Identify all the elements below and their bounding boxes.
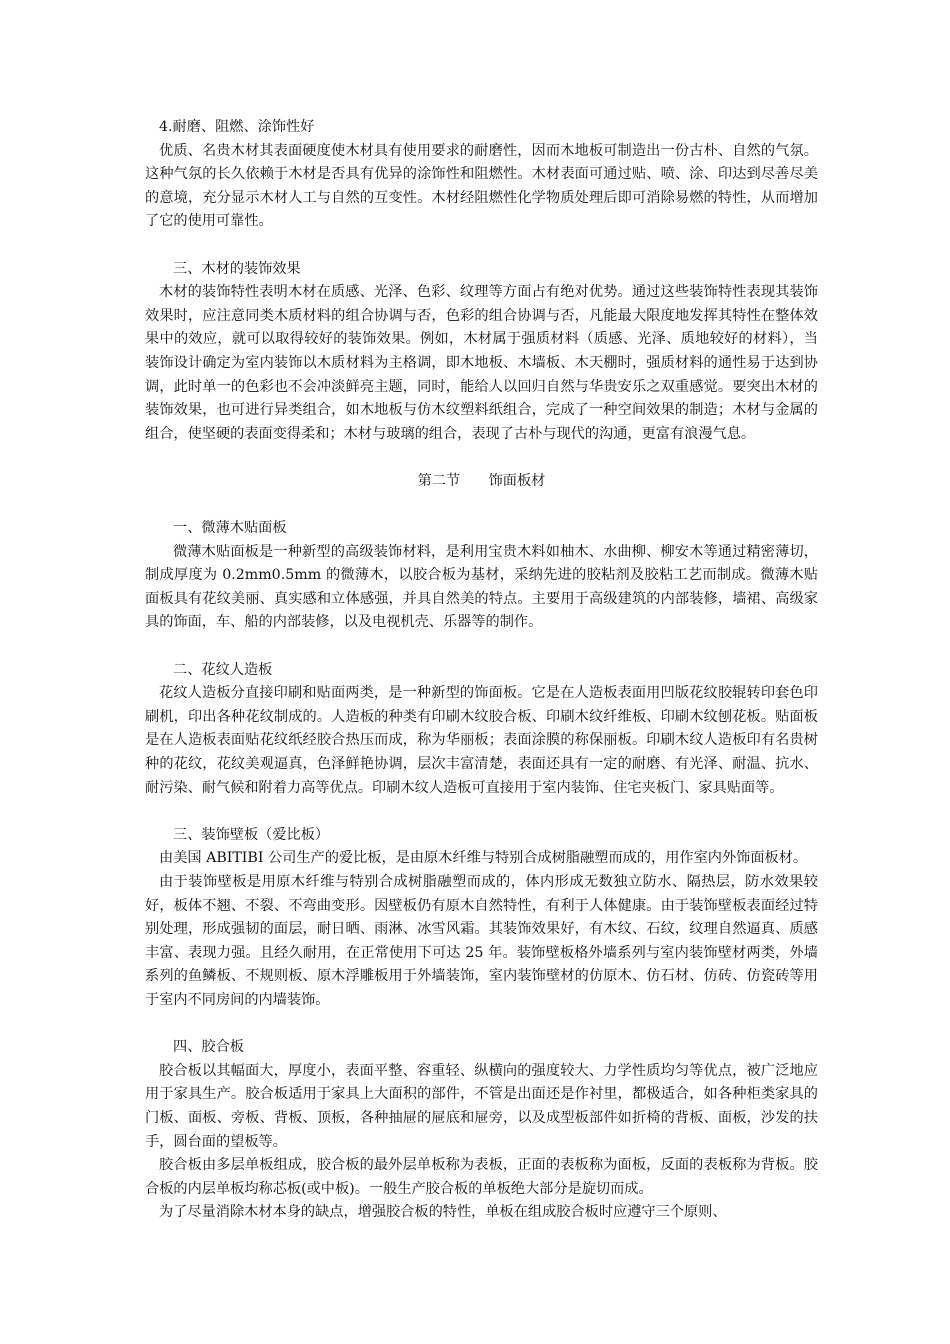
chapter-title: 第二节 饰面板材 — [417, 472, 546, 489]
blank-line — [145, 446, 818, 470]
para-heading-4: 4.耐磨、阻燃、涂饰性好 — [159, 119, 315, 135]
section-heading-3b: 三、装饰壁板（爱比板） — [173, 826, 330, 843]
paragraph: 由美国 ABITIBI 公司生产的爱比板，是由原木纤维与特别合成树脂融塑而成的，用作室内外饰面板材。 — [159, 850, 808, 867]
paragraph: 由于装饰壁板是用原木纤维与特别合成树脂融塑而成的，体内形成无数独立防水、隔热层，防水效果较好，板体不翘、不裂、不弯曲变形。因壁板仍有原木自然特性，有利于人体健康。由于装饰壁板表面经过特别处理，形成强韧的面层，耐日晒、雨淋、冰雪风霜。其装饰效果好，有木纹、石纹，纹理自然逼真、质感丰富、表现力强。且经久耐用，在正常使用下可达 25 年。装饰壁板格外墙系列与室内装饰壁材两类，外墙系列的鱼鳞板、不规则板、原木浮雕板用于外墙装饰，室内装饰壁材的仿原木、仿石材、仿砖、仿瓷砖等用于室内不同房间的内墙装饰。 — [145, 874, 818, 1008]
paragraph: 花纹人造板分直接印刷和贴面两类，是一种新型的饰面板。它是在人造板表面用凹版花纹胶辊转印套色印刷机，印出各种花纹制成的。人造板的种类有印刷木纹胶合板、印刷木纹纤维板、印刷木纹刨花板。贴面板是在人造板表面贴花纹纸经胶合热压而成，称为华丽板；表面涂膜的称保丽板。印刷木纹人造板印有名贵树种的花纹，花纹美观逼真，色泽鲜艳协调，层次丰富清楚，表面还具有一定的耐磨、有光泽、耐温、抗水、耐污染、耐气候和附着力高等优点。印刷木纹人造板可直接用于室内装饰、住宅夹板门、家具贴面等。 — [145, 685, 818, 796]
paragraph: 木材的装饰特性表明木材在质感、光泽、色彩、纹理等方面占有绝对优势。通过这些装饰特性表现其装饰效果时，应注意同类木质材料的组合协调与否，色彩的组合协调与否，凡能最大限度地发挥其特性在整体效果中的效应，就可以取得较好的装饰效果。例如，木材属于强质材料（质感、光泽、质地较好的材料），当装饰设计确定为室内装饰以木质材料为主格调，即木地板、木墙板、木天棚时，强质材料的通性易于达到协调，此时单一的色彩也不会冲淡鲜亮主题，同时，能给人以回归自然与华贵安乐之双重感觉。要突出木材的装饰效果，也可进行异类组合，如木地板与仿木纹塑料纸组合，完成了一种空间效果的制造；木材与金属的组合，使坚硬的表面变得柔和；木材与玻璃的组合，表现了古朴与现代的沟通，更富有浪漫气息。 — [145, 284, 818, 442]
paragraph: 优质、名贵木材其表面硬度使木材具有使用要求的耐磨性，因而木地板可制造出一份古朴、自然的气氛。这种气氛的长久依赖于木材是否具有优异的涂饰性和阻燃性。木材表面可通过贴、喷、涂、印达到尽善尽美的意境，充分显示木材人工与自然的互变性。木材经阻燃性化学物质处理后即可消除易燃的特性，从而增加了它的使用可靠性。 — [145, 142, 818, 230]
paragraph: 为了尽量消除木材本身的缺点，增强胶合板的特性，单板在组成胶合板时应遵守三个原则、 — [159, 1204, 727, 1221]
paragraph: 胶合板由多层单板组成，胶合板的最外层单板称为表板，正面的表板称为面板，反面的表板称为背板。胶合板的内层单板均称芯板(或中板)。一般生产胶合板的单板绝大部分是旋切而成。 — [145, 1157, 818, 1197]
paragraph: 胶合板以其幅面大，厚度小，表面平整、容重轻、纵横向的强度较大、力学性质均匀等优点，被广泛地应用于家具生产。胶合板适用于家具上大面积的部件，不管是出面还是作衬里，都极适合，如各种柜类家具的门板、面板、旁板、背板、顶板，各种抽屉的屉底和屉旁，以及成型板部件如折椅的背板、面板，沙发的扶手，圆台面的望板等。 — [145, 1062, 818, 1150]
section-heading-2: 二、花纹人造板 — [173, 661, 273, 678]
section-heading-3: 三、木材的装饰效果 — [173, 260, 301, 277]
blank-line — [145, 1013, 818, 1037]
section-heading-4: 四、胶合板 — [173, 1039, 244, 1056]
blank-line — [145, 234, 818, 258]
section-heading-1: 一、微薄木贴面板 — [173, 520, 287, 537]
blank-line — [145, 494, 818, 518]
blank-line — [145, 635, 818, 659]
blank-line — [145, 800, 818, 824]
paragraph: 微薄木贴面板是一种新型的高级装饰材料，是利用宝贵木料如柚木、水曲柳、柳安木等通过精密薄切，制成厚度为 0.2mm0.5mm 的微薄木，以胶合板为基材，采纳先进的胶粘剂及胶粘工艺而制成。微薄木贴面板具有花纹美丽、真实感和立体感强，并具自然美的特点。主要用于高级建筑的内部装修，墙裙、高级家具的饰面，车、船的内部装修，以及电视机壳、乐器等的制作。 — [145, 543, 818, 631]
